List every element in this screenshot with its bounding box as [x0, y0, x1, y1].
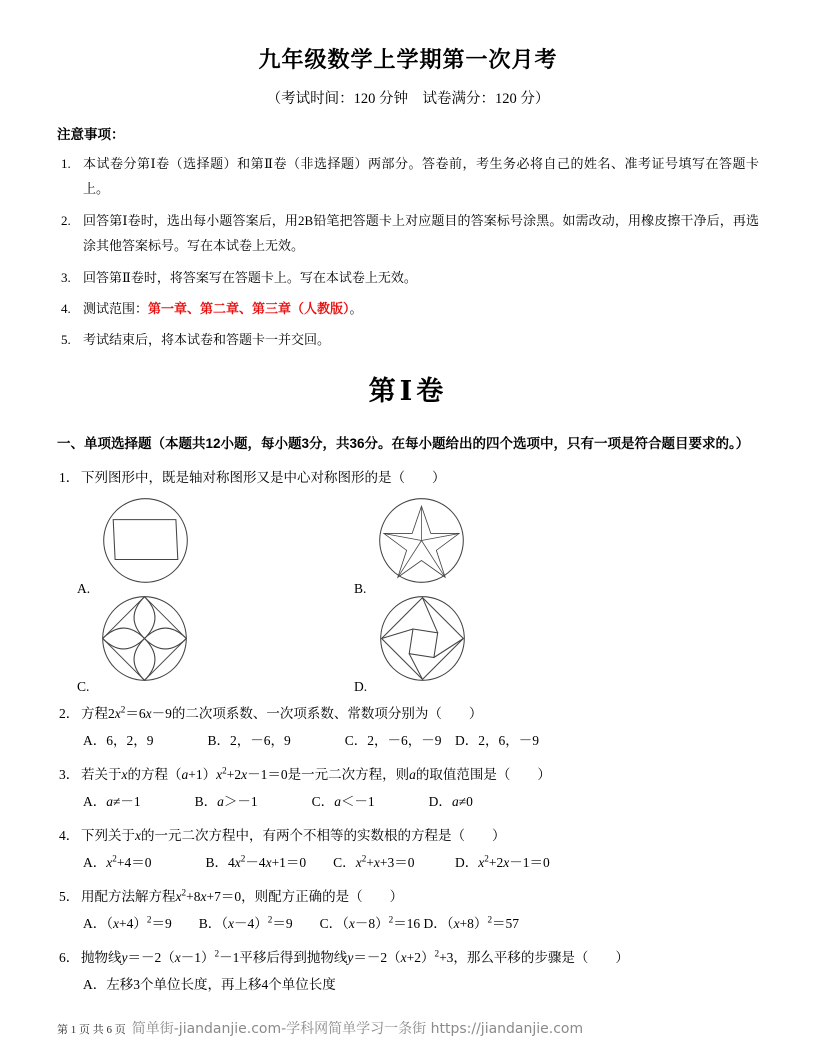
notice-heading: 注意事项：: [57, 126, 125, 142]
question-5-stem: [57, 883, 759, 910]
notice-item-text: 本试卷分第Ⅰ卷（选择题）和第Ⅱ卷（非选择题）两部分。答卷前，考生务必将自己的姓名、准考证号填写在答题卡上。: [83, 156, 759, 197]
question-1: [57, 457, 759, 693]
question-5-text: 用配方法解方程$x^2+8x+7=0$，则配方正确的是（ ）: [81, 887, 404, 905]
question-1-option-a[interactable]: [77, 493, 193, 597]
notice-list: [57, 151, 759, 352]
notice-item-number: 4.: [61, 300, 71, 316]
page-title: 九年级数学上学期第一次月考: [258, 47, 558, 72]
question-1-option-b[interactable]: [354, 493, 469, 597]
question-1-option-c[interactable]: [77, 591, 192, 695]
question-3: [57, 754, 759, 815]
option-b-label: B.: [354, 580, 367, 596]
question-4-stem: [57, 822, 759, 849]
five-pointed-star-in-circle-icon: [374, 493, 469, 597]
question-4-options[interactable]: A．$x^2+4=0$ B．$4x^2-4x+1=0$ C．$x^2+x+3=0$ D．$x^2+2x-1=0$: [83, 853, 550, 871]
page-footer: [57, 1018, 759, 1042]
question-3-stem: [57, 761, 759, 788]
quatrefoil-in-circle-icon: [97, 591, 192, 695]
question-5-options[interactable]: A．$(x+4)^2=9$ B．$(x-4)^2=9$ C．$(x-8)^2=16$ D．$(x+8)^2=57$: [83, 914, 520, 932]
question-4-number: 4．: [59, 828, 80, 844]
notice-item-suffix: 。: [349, 300, 363, 316]
question-6-text: 抛物线$y=-2(x-1)^2-1$平移后得到抛物线$y=-2(x+2)^2+3$，那么平移的步骤是（ ）: [81, 948, 629, 966]
section-heading-multiple-choice: 一、单项选择题（本题共12小题，每小题3分，共36分。在每小题给出的四个选项中，只有一项是符合题目要求的。）: [57, 436, 750, 452]
notice-item: [57, 151, 759, 202]
question-6-stem: [57, 944, 759, 971]
notice-item-prefix: 测试范围：: [83, 300, 149, 316]
footer-watermark: 简单街-jiandanjie.com-学科网简单学习一条街 https://jiandanjie.com: [131, 1021, 584, 1037]
question-5-number: 5．: [59, 889, 80, 905]
question-6: [57, 937, 759, 998]
question-6-options[interactable]: A．左移3个单位长度，再上移4个单位长度: [83, 977, 336, 993]
footer-page-number: 第 1 页 共 6 页: [57, 1024, 126, 1036]
question-3-number: 3．: [59, 767, 80, 783]
question-2: [57, 693, 759, 754]
notice-item-number: 1.: [61, 156, 71, 172]
question-4-text: 下列关于x的一元二次方程中，有两个不相等的实数根的方程是（ ）: [81, 828, 506, 844]
question-4: [57, 815, 759, 876]
question-2-text: 方程$2x^2=6x-9$的二次项系数、一次项系数、常数项分别为（ ）: [81, 704, 483, 722]
notice-item-text: 回答第Ⅰ卷时，选出每小题答案后，用2B铅笔把答题卡上对应题目的答案标号涂黑。如需改动，用橡皮擦干净后，再选涂其他答案标号。写在本试卷上无效。: [83, 212, 759, 254]
notice-item-test-scope: [57, 296, 759, 321]
question-2-options[interactable]: A．6，2，9 B．2，－6，9 C．2，－6，－9 D．2，6，－9: [83, 733, 540, 749]
notice-item: [57, 265, 759, 290]
question-5: [57, 876, 759, 937]
volume-heading: 第Ⅰ卷: [368, 375, 448, 406]
option-d-label: D.: [354, 678, 368, 694]
notice-item-number: 5.: [61, 332, 71, 348]
question-1-text: 下列图形中，既是轴对称图形又是中心对称图形的是（ ）: [81, 470, 446, 486]
question-1-figure-grid: [57, 493, 759, 693]
question-3-options[interactable]: A．a≠－1 B．a＞－1 C．a＜－1 D．a≠0: [83, 794, 473, 810]
test-scope-highlight: 第一章、第二章、第三章（人教版）: [148, 300, 350, 316]
notice-item-number: 2.: [61, 212, 71, 228]
question-1-stem: [57, 464, 759, 491]
notice-item-text: 回答第Ⅱ卷时，将答案写在答题卡上。写在本试卷上无效。: [83, 269, 417, 285]
pinwheel-square-in-circle-icon: [375, 591, 470, 695]
question-1-number: 1．: [59, 470, 80, 486]
parallelogram-in-circle-icon: [98, 493, 193, 597]
notice-item-text: 考试结束后，将本试卷和答题卡一并交回。: [83, 332, 331, 348]
option-c-label: C.: [77, 678, 90, 694]
question-6-number: 6．: [59, 950, 80, 966]
question-2-stem: [57, 700, 759, 727]
notice-item: [57, 327, 759, 352]
question-1-option-d[interactable]: [354, 591, 470, 695]
question-2-number: 2．: [59, 706, 80, 722]
option-a-label: A.: [77, 580, 91, 596]
notice-item-number: 3.: [61, 269, 71, 285]
notice-item: [57, 208, 759, 259]
exam-subtitle: （考试时间：120 分钟 试卷满分：120 分）: [266, 90, 550, 107]
question-3-text: 若关于x的方程$(a+1)x^2+2x-1=0$是一元二次方程，则a的取值范围是（ ）: [81, 765, 551, 783]
